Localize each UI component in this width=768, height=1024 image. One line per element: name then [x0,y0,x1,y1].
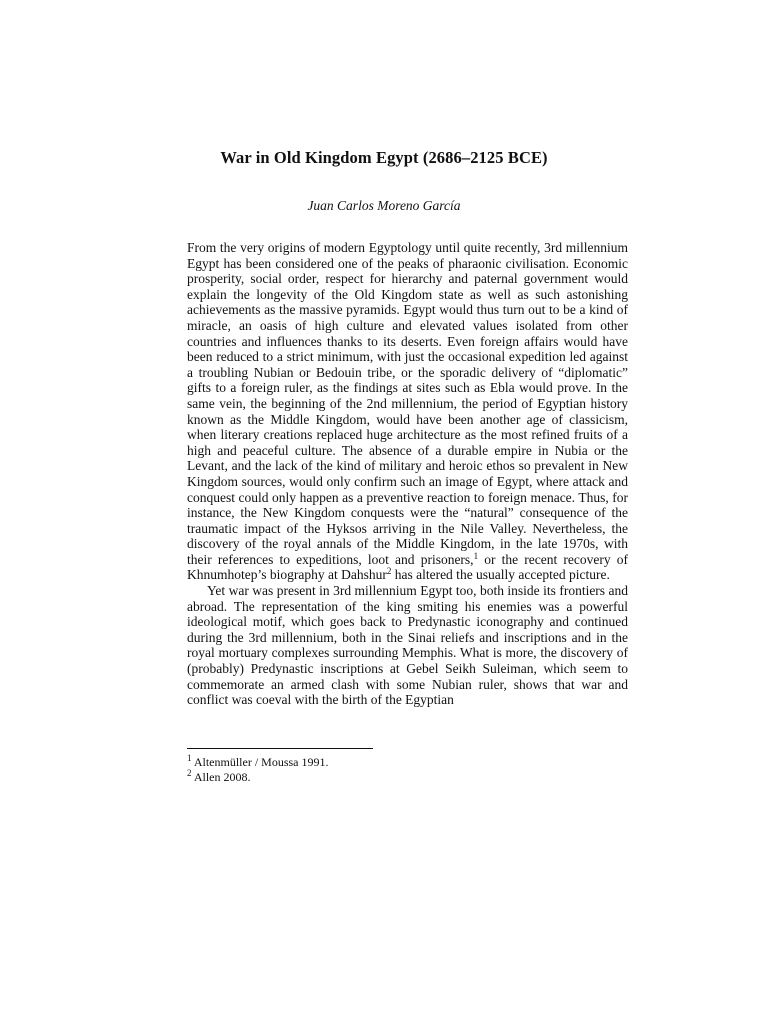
document-title: War in Old Kingdom Egypt (2686–2125 BCE) [220,148,548,167]
body-text [187,240,628,708]
footnote-text: Allen 2008. [193,770,251,784]
paragraph-1-text-c: has altered the usually accepted picture. [391,567,610,583]
footnote-divider [187,748,373,749]
footnote-text: Altenmüller / Moussa 1991. [193,755,329,769]
paragraph-2: Yet war was present in 3rd millennium Egypt too, both inside its frontiers and abroad. The representation of the king smiting his enemies was a powerful ideological motif, which goes back to Predynastic iconography and continued during the 3rd millennium, both in the Sinai reliefs and inscriptions and in the royal mortuary complexes surrounding Memphis. What is more, the discovery of (probably) Predynastic inscriptions at Gebel Seikh Suleiman, which seem to commemorate an armed clash with some Nubian ruler, shows that war and conflict was coeval with the birth of the Egyptian [187,583,628,708]
footnote-ref-1: 1 [473,550,479,561]
footnote-2 [187,770,628,785]
footnotes [187,755,628,785]
author-name: Juan Carlos Moreno García [307,198,461,213]
paragraph-1-text-b: or the recent recovery of Khnumhotep’s biography at Dahshur [187,551,628,583]
paragraph-1 [187,240,628,583]
footnote-number: 2 [187,768,192,778]
footnote-ref-2: 2 [386,566,392,577]
footnote-number: 1 [187,753,192,763]
paragraph-1-text-a: From the very origins of modern Egyptology until quite recently, 3rd millennium Egypt has been considered one of the peaks of pharaonic civilisation. Economic prosperity, social order, respect for hierarchy and paternal government would explain the longevity of the Old Kingdom state as well as such astonishing achievements as the massive pyramids. Egypt would thus turn out to be a kind of miracle, an oasis of high culture and elevated values isolated from other countries and influences thanks to its deserts. Even foreign affairs would have been reduced to a strict minimum, with just the occasional expedition led against a troubling Nubian or Bedouin tribe, or the sporadic delivery of “diplomatic” gifts to a foreign ruler, as the findings at sites such as Ebla would prove. In the same vein, the beginning of the 2nd millennium, the period of Egyptian history known as the Middle Kingdom, would have been another age of classicism, when literary creations replaced huge architecture as the most refined fruits of a high and peaceful culture. The absence of a durable empire in Nubia or the Levant, and the lack of the kind of military and heroic ethos so prevalent in New Kingdom sources, would only confirm such an image of Egypt, where attack and conquest could only happen as a preventive reaction to foreign menace. Thus, for instance, the New Kingdom conquests were the “natural” consequence of the traumatic impact of the Hyksos arriving in the Nile Valley. Nevertheless, the discovery of the royal annals of the Middle Kingdom, in the late 1970s, with their references to expeditions, loot and prisoners, [187,240,628,567]
footnote-1 [187,755,628,770]
